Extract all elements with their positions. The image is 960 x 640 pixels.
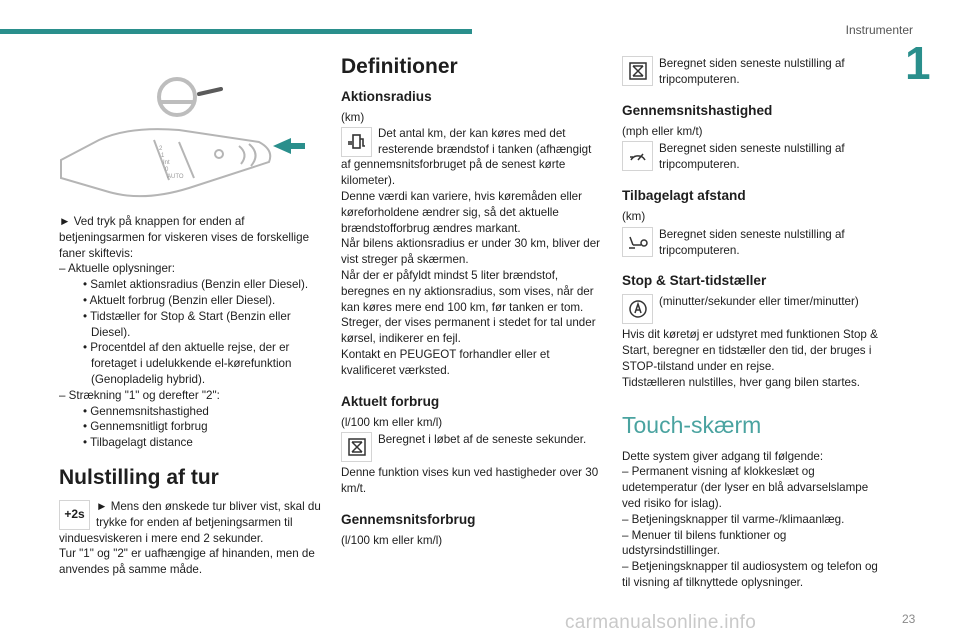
header-accent-bar: [0, 29, 472, 34]
distance-text: Beregnet siden seneste nulstilling af tripcomputeren.: [659, 227, 845, 257]
stop-start-text: (minutter/sekunder eller timer/minutter): [659, 295, 859, 309]
range-text-2: Denne værdi kan variere, hvis køremåden eller køreforholdene ændrer sig, så det aktuelle brændstofforbrug ændres markant.: [341, 189, 582, 235]
distance-heading: Tilbagelagt afstand: [622, 187, 746, 203]
watermark: carmanualsonline.info: [565, 612, 757, 633]
list-item: • Samlet aktionsradius (Benzin eller Diesel).: [83, 278, 309, 292]
plus-2s-icon: [59, 500, 90, 530]
average-unit: (l/100 km eller km/l): [341, 533, 443, 547]
list-item: – Menuer til bilens funktioner og udstyrsindstillinger.: [622, 528, 787, 558]
speedometer-icon: [622, 141, 653, 171]
column-left: [59, 60, 324, 578]
lever-label: AUTO: [167, 174, 184, 180]
list-item: • Gennemsnitshastighed: [83, 404, 209, 418]
list-item: – Betjeningsknapper til varme-/klimaanlæg.: [622, 512, 845, 526]
stop-start-text-2: Hvis dit køretøj er udstyret med funktionen Stop & Start, beregner en tidstæller den tid, der bruges i STOP-tilstand under en rejse.: [622, 328, 878, 373]
list-item: • Tidstæller for Stop & Start (Benzin eller Diesel).: [83, 309, 291, 339]
list-item: – Betjeningsknapper til audiosystem og telefon og til visning af tilknyttede oplysninger.: [622, 560, 878, 589]
current-consumption-heading: Aktuelt forbrug: [341, 393, 440, 409]
column-right: [622, 56, 884, 591]
list-item: • Aktuelt forbrug (Benzin eller Diesel).: [83, 293, 276, 307]
reset-text-2: Tur "1" og "2" er uafhængige af hinanden, men de anvendes på samme måde.: [59, 547, 315, 577]
stop-start-heading: Stop & Start-tidstæller: [622, 273, 767, 289]
average-text: Beregnet siden seneste nulstilling af tripcomputeren.: [659, 57, 845, 86]
wiper-stalk-illustration: [59, 60, 324, 210]
list-item: • Tilbagelagt distance: [83, 436, 193, 450]
range-unit: (km): [341, 111, 365, 124]
lever-label: 2: [159, 146, 163, 152]
average-speed-heading: Gennemsnitshastighed: [622, 102, 773, 118]
icon-label: +2s: [64, 507, 85, 522]
lever-label: 1: [161, 153, 165, 159]
fuel-pump-icon: [341, 127, 372, 157]
speed-text: Beregnet siden seneste nulstilling af tripcomputeren.: [659, 142, 845, 172]
stop-start-text-3: Tidstælleren nulstilles, hver gang bilen startes.: [622, 375, 860, 389]
current-unit: (l/100 km eller km/l): [341, 415, 443, 429]
list-item: – Permanent visning af klokkeslæt og udetemperatur (der lyser en blå advarselslampe ved risiko for islag).: [622, 465, 869, 510]
touchscreen-heading: Touch-skærm: [622, 411, 762, 438]
page-number: 23: [902, 612, 916, 626]
steering-wheel-icon: [159, 79, 195, 115]
arrow-icon: [273, 138, 305, 154]
range-text-3: Når bilens aktionsradius er under 30 km, bliver der vist streger på skærmen.: [341, 237, 601, 267]
reset-text: ► Mens den ønskede tur bliver vist, skal du trykke for enden af betjeningsarmen til vinduesviskeren i mere end 2 sekunder.: [59, 499, 321, 545]
range-text-4: Når der er påfyldt mindst 5 liter brændstof, beregnes en ny aktionsradius, som vises, når der kan køres mere end 100 km, før tanken er tom.: [341, 268, 594, 314]
definitions-heading: Definitioner: [341, 55, 458, 78]
range-text-6: Kontakt en PEUGEOT forhandler eller et kvalificeret værksted.: [341, 347, 550, 377]
column-middle: [341, 54, 604, 549]
current-text-2: Denne funktion vises kun ved hastigheder over 30 km/t.: [341, 466, 599, 496]
lever-label: Int: [163, 160, 170, 166]
reset-heading: Nulstilling af tur: [59, 465, 219, 489]
hourglass-icon: [622, 56, 653, 86]
list-intro: – Strækning "1" og derefter "2":: [59, 388, 220, 402]
range-heading: Aktionsradius: [341, 89, 432, 104]
chapter-number: 1: [905, 37, 931, 89]
touchscreen-intro: Dette system giver adgang til følgende:: [622, 449, 824, 463]
current-text: Beregnet i løbet af de seneste sekunder.: [378, 433, 587, 447]
hourglass-icon: [341, 432, 372, 462]
lever-label: 0: [165, 167, 169, 173]
stop-start-icon: [622, 294, 653, 324]
instruction-text: ► Ved tryk på knappen for enden af betjeningsarmen for viskeren vises de forskellige faner skiftevis:: [59, 215, 310, 260]
distance-unit: (km): [622, 209, 646, 223]
range-text: Det antal km, der kan køres med det resterende brændstof i tanken (afhængigt af gennemsnitsforbruget på de senest kørte kilometer).: [341, 126, 592, 188]
range-text-5: Streger, der vises permanent i stedet for tal under kørsel, indikerer en fejl.: [341, 316, 596, 346]
list-intro: – Aktuelle oplysninger:: [59, 262, 176, 276]
list-item: • Gennemsnitligt forbrug: [83, 420, 208, 434]
speed-unit: (mph eller km/t): [622, 124, 703, 138]
list-item: • Procentdel af den aktuelle rejse, der er foretaget i udelukkende el-kørefunktion (Genopladelig hybrid).: [83, 341, 292, 386]
distance-icon: [622, 227, 653, 257]
section-title: Instrumenter: [845, 23, 913, 37]
average-consumption-heading: Gennemsnitsforbrug: [341, 511, 476, 527]
